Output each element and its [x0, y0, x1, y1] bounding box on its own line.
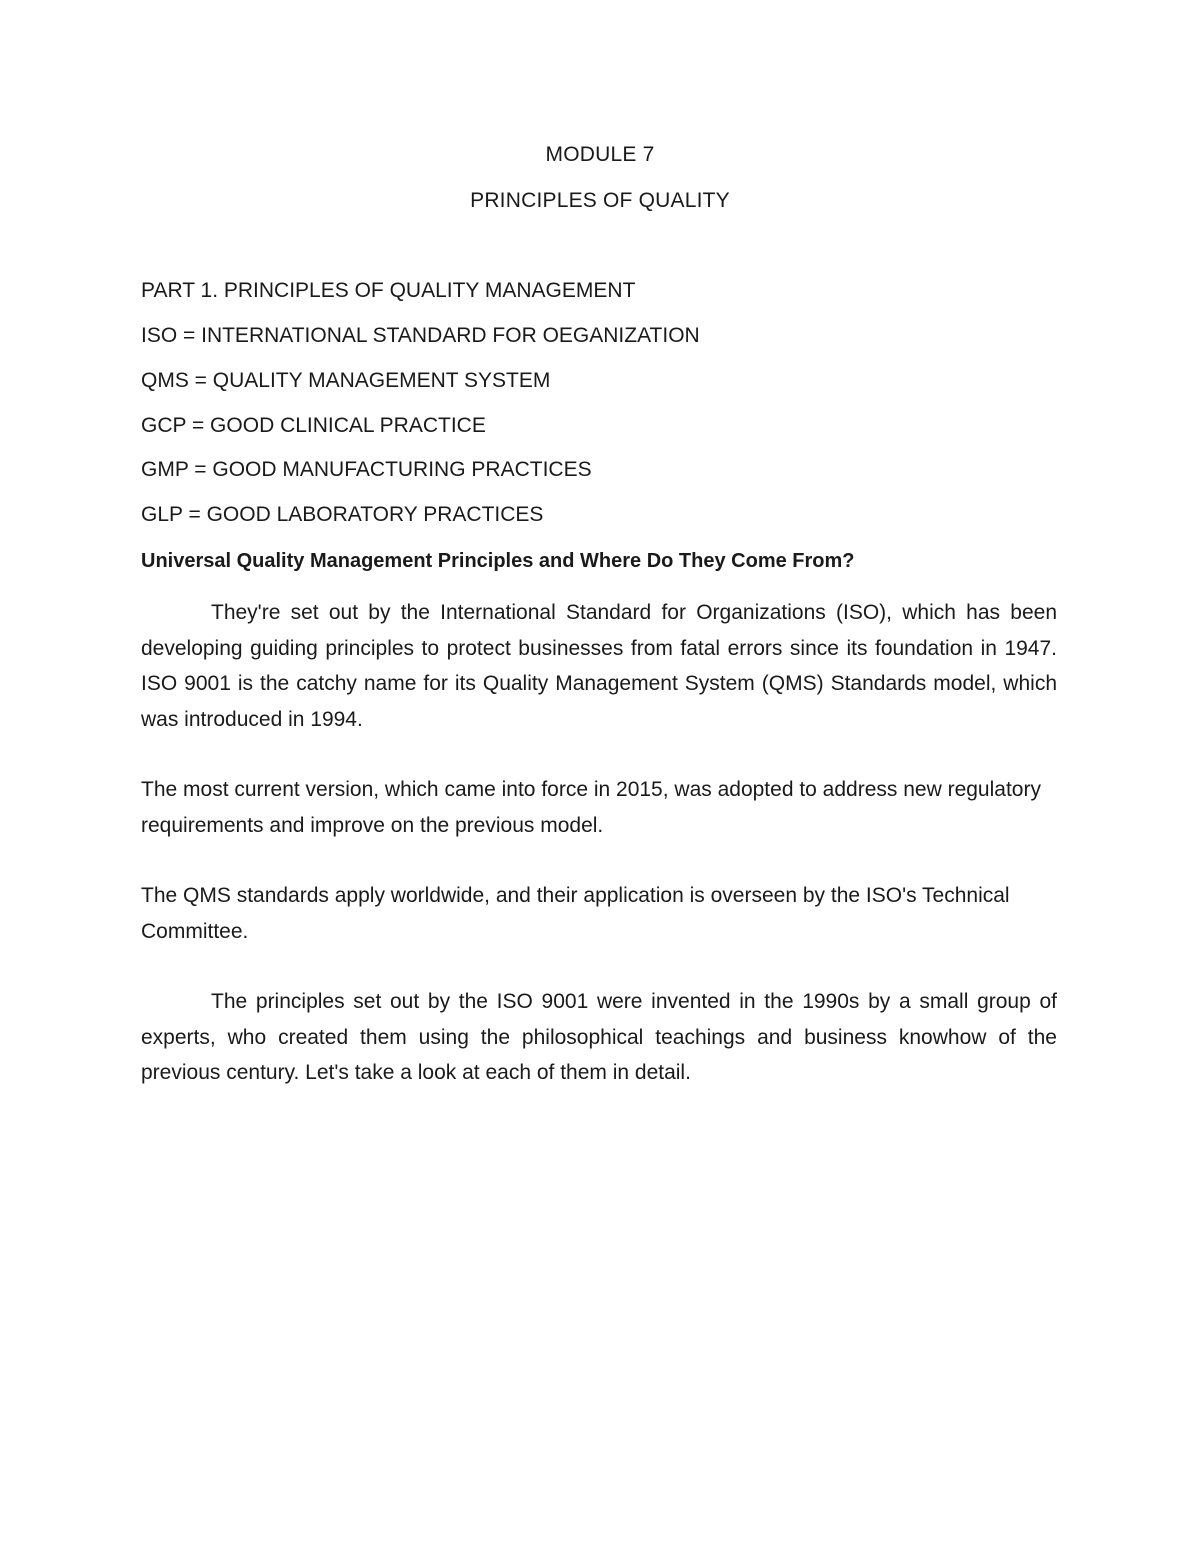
paragraph-qms-worldwide: The QMS standards apply worldwide, and their application is overseen by the ISO's Technical Committee. — [141, 884, 1010, 943]
definition-glp: GLP = GOOD LABORATORY PRACTICES — [141, 503, 544, 526]
definition-gmp: GMP = GOOD MANUFACTURING PRACTICES — [141, 458, 592, 481]
section-heading: Universal Quality Management Principles and Where Do They Come From? — [141, 550, 855, 572]
definition-gcp: GCP = GOOD CLINICAL PRACTICE — [141, 414, 486, 437]
definition-qms: QMS = QUALITY MANAGEMENT SYSTEM — [141, 369, 551, 392]
part-heading: PART 1. PRINCIPLES OF QUALITY MANAGEMENT — [141, 279, 636, 302]
paragraph-principles-invented: The principles set out by the ISO 9001 were invented in the 1990s by a small group of experts, who created them using the philosophical teachings and business knowhow of the previous century. Let's take a look at each of them in detail. — [141, 990, 1057, 1084]
paragraph-iso-origin: They're set out by the International Standard for Organizations (ISO), which has been developing guiding principles to protect businesses from fatal errors since its foundation in 1947. ISO 9001 is the catchy name for its Quality Management System (QMS) Standards model, which was introduced in 1994. — [141, 601, 1057, 731]
document-subtitle: PRINCIPLES OF QUALITY — [470, 189, 730, 212]
module-title: MODULE 7 — [545, 143, 655, 166]
definition-iso: ISO = INTERNATIONAL STANDARD FOR OEGANIZATION — [141, 324, 700, 347]
paragraph-current-version: The most current version, which came into force in 2015, was adopted to address new regulatory requirements and improve on the previous model. — [141, 778, 1041, 837]
